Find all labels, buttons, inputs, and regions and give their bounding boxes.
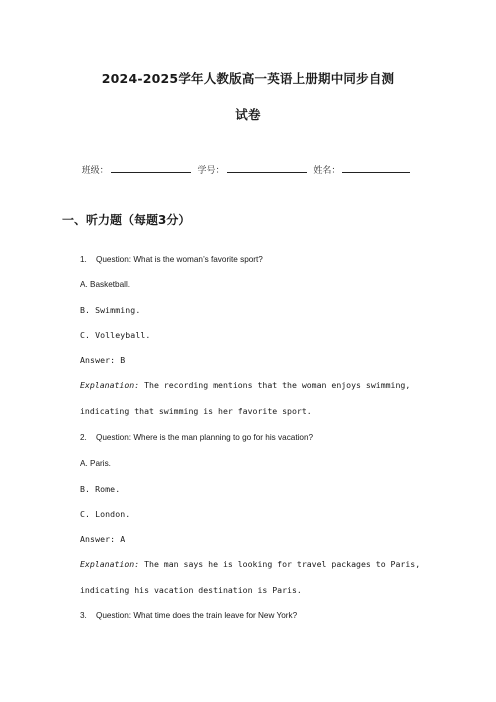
option-c: C. Volleyball. [80,330,151,340]
option-a: A. Paris. [80,459,111,468]
explanation-line-2: indicating his vacation destination is Paris. [80,585,302,595]
option-a: A. Basketball. [80,280,131,289]
name-blank[interactable] [342,163,410,173]
name-label: 姓名： [313,166,341,176]
document-title: 2024-2025学年人教版高一英语上册期中同步自测 [101,71,395,86]
question-1 [80,255,263,264]
explanation-text: The man says he is looking for travel packages to Paris, [139,559,421,569]
explanation-text: The recording mentions that the woman enjoys swimming, [139,380,411,390]
student-info-row [0,163,496,176]
explanation-label: Explanation: [80,559,140,569]
number-label: 学号： [197,166,225,176]
question-number: 1. [80,255,87,264]
document-subtitle: 试卷 [235,107,261,122]
option-b: B. Rome. [80,484,121,494]
answer: Answer: A [80,534,126,544]
question-3 [80,611,297,620]
question-text: Question: What is the woman’s favorite sport? [96,255,263,264]
answer: Answer: B [80,355,126,365]
question-number: 2. [80,433,87,442]
section-heading: 一、听力题（每题3分） [62,213,191,227]
explanation-line-1 [80,559,420,569]
class-label: 班级： [81,166,109,176]
number-blank[interactable] [227,163,307,173]
explanation-line-2: indicating that swimming is her favorite sport. [80,406,312,416]
option-c: C. London. [80,509,131,519]
option-b: B. Swimming. [80,305,141,315]
class-blank[interactable] [111,163,191,173]
explanation-line-1 [80,380,410,390]
question-2 [80,433,313,442]
question-text: Question: What time does the train leave for New York? [96,611,298,620]
question-text: Question: Where is the man planning to go for his vacation? [96,433,314,442]
question-number: 3. [80,611,87,620]
explanation-label: Explanation: [80,380,140,390]
